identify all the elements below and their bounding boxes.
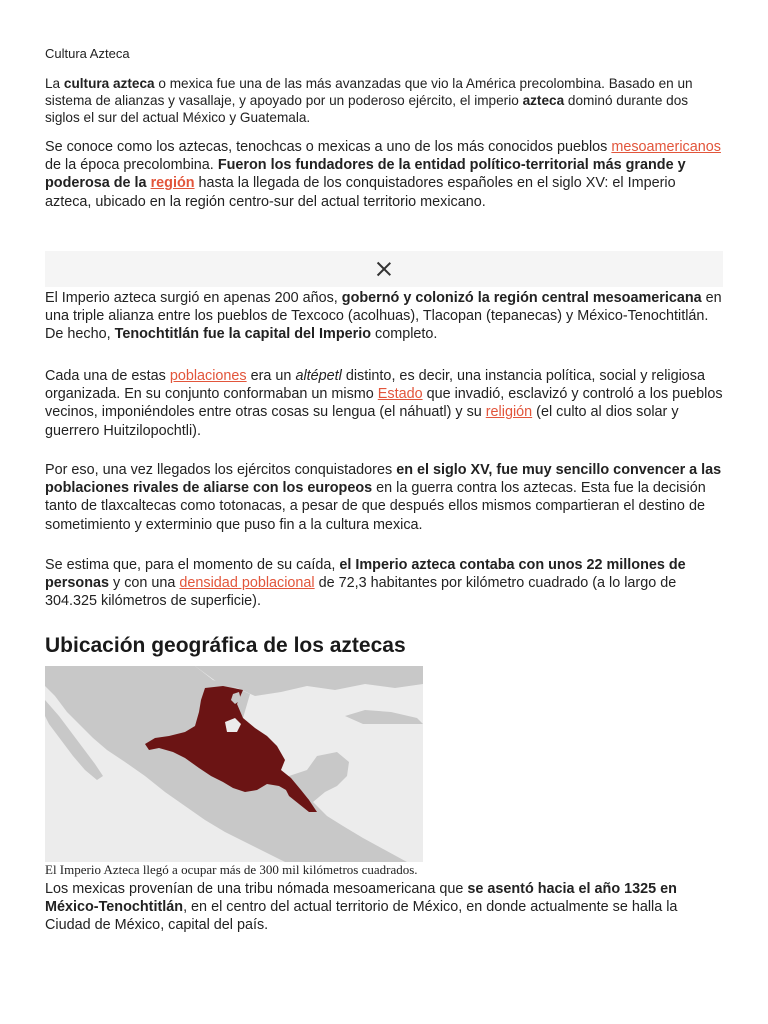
text: Los mexicas provenían de una tribu nómada mesoamericana que: [45, 881, 468, 897]
close-icon[interactable]: [375, 260, 393, 278]
text: La: [45, 76, 64, 91]
text: que invadió, esclavizó y controló a los pueblos vecinos, imponiéndoles entre otras cosas su lengua (el náhuatl) y su: [45, 386, 723, 421]
map-svg: [45, 666, 423, 862]
link-mesoamericanos[interactable]: mesoamericanos: [611, 139, 721, 155]
link-region[interactable]: región: [150, 175, 195, 192]
paragraph-empire: [45, 289, 725, 344]
text: Se estima que, para el momento de su caída,: [45, 557, 340, 573]
text: distinto, es decir, una instancia política, social y religiosa organizada. En su conjunto conformaban un mismo: [45, 368, 705, 403]
text: , en el centro del actual territorio de México, en donde actualmente se halla la Ciudad de México, capital del país.: [45, 899, 678, 934]
text: hasta la llegada de los conquistadores españoles en el siglo XV: el Imperio azteca, ubicado en la región centro-sur del actual territorio mexicano.: [45, 175, 676, 210]
text: (el culto al dios solar y guerrero Huitzilopochtli).: [45, 404, 679, 439]
text: era un: [246, 368, 296, 384]
ad-placeholder-bar: [45, 251, 723, 287]
link-religion[interactable]: religión: [485, 404, 533, 421]
text: completo.: [371, 326, 438, 343]
text: dominó durante dos siglos el sur del actual México y Guatemala.: [45, 93, 689, 125]
document-title: Cultura Azteca: [45, 46, 130, 61]
bold-text: el Imperio azteca contaba con unos 22 millones de personas: [45, 557, 686, 592]
paragraph-population: [45, 556, 725, 611]
text: Por eso, una vez llegados los ejércitos conquistadores: [45, 462, 397, 478]
bold-text: azteca: [522, 93, 565, 108]
map-caption: El Imperio Azteca llegó a ocupar más de 300 mil kilómetros cuadrados.: [45, 862, 418, 877]
paragraph-populations: [45, 367, 725, 440]
bold-text: Fueron los fundadores de la entidad político-territorial más grande y poderosa de la: [45, 157, 686, 192]
text: en una triple alianza entre los pueblos de Texcoco (acolhuas), Tlacopan (tepanecas) y México-Tenochtitlán. De hecho,: [45, 290, 722, 343]
text: Cada una de estas: [45, 368, 170, 384]
text: El Imperio azteca surgió en apenas 200 años,: [45, 290, 342, 306]
bold-text: Tenochtitlán fue la capital del Imperio: [114, 326, 372, 343]
bold-text: en el siglo XV, fue muy sencillo convencer a las poblaciones rivales de aliarse con los europeos: [45, 462, 722, 497]
bold-text: gobernó y colonizó la región central mesoamericana: [341, 290, 702, 306]
paragraph-settlement: [45, 880, 725, 935]
paragraph-intro: [45, 75, 715, 126]
link-poblaciones[interactable]: poblaciones: [169, 368, 247, 384]
section-heading: Ubicación geográfica de los aztecas: [45, 634, 406, 657]
bold-text: se asentó hacia el año 1325 en México-Tenochtitlán: [45, 881, 677, 916]
text: de 72,3 habitantes por kilómetro cuadrado (a lo largo de 304.325 kilómetros de superficie).: [45, 575, 677, 610]
bold-text: cultura azteca: [63, 76, 155, 91]
text: o mexica fue una de las más avanzadas que vio la América precolombina. Basado en un sistema de alianzas y vasallaje, y apoyado por un poderoso ejército, el imperio: [45, 76, 693, 108]
paragraph-origins: [45, 138, 725, 211]
link-densidad-poblacional[interactable]: densidad poblacional: [179, 575, 315, 592]
text: de la época precolombina.: [45, 157, 218, 174]
text: en la guerra contra los aztecas. Esta fue la decisión tanto de tlaxcaltecas como totonacas, a pesar de que después ellos mismos compartieran el destino de sometimiento y exterminio que puso fin a la cultura mexica.: [45, 480, 706, 533]
aztec-empire-map: [45, 666, 423, 862]
link-estado[interactable]: Estado: [377, 386, 423, 403]
italic-text: altépetl: [295, 368, 342, 384]
text: Se conoce como los aztecas, tenochcas o mexicas a uno de los más conocidos pueblos: [45, 139, 612, 155]
paragraph-conquest: [45, 461, 725, 534]
text: y con una: [109, 575, 180, 592]
